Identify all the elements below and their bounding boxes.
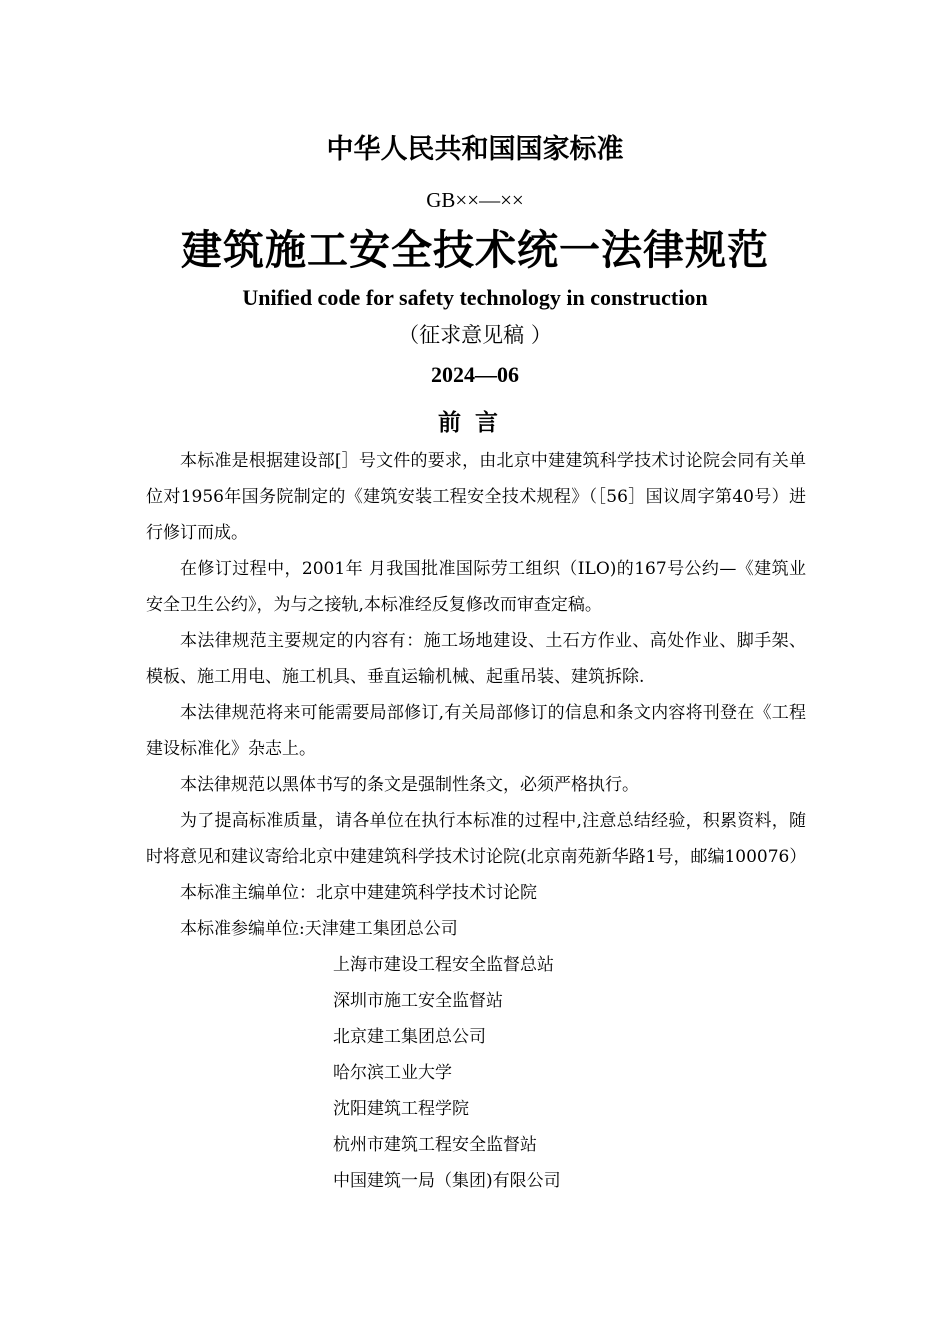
document-date: 2024—06 [431,362,519,387]
standard-number: GB××—×× [426,188,524,212]
participating-unit: 杭州市建筑工程安全监督站 [333,1135,537,1155]
participating-unit: 深圳市施工安全监督站 [333,991,503,1011]
foreword-paragraph: 本标准是根据建设部[］号文件的要求，由北京中建建筑科学技术讨论院会同有关单位对1956年国务院制定的《建筑安装工程安全技术规程》（［56］国议周字第40号）进行修订而成。 [146,451,806,543]
document-title: 建筑施工安全技术统一法律规范 [181,226,769,274]
participating-unit: 沈阳建筑工程学院 [333,1099,469,1119]
draft-note: （征求意见稿 ） [398,323,552,347]
participating-units-first: 本标准参编单位:天津建工集团总公司 [180,919,458,939]
participating-unit: 北京建工集团总公司 [333,1027,486,1047]
foreword-paragraph: 本法律规范将来可能需要局部修订,有关局部修订的信息和条文内容将刊登在《工程建设标准化》杂志上。 [146,703,806,759]
foreword-paragraph: 本法律规范以黑体书写的条文是强制性条文，必须严格执行。 [180,775,639,795]
foreword-paragraph: 为了提高标准质量，请各单位在执行本标准的过程中,注意总结经验，积累资料，随时将意见和建议寄给北京中建建筑科学技术讨论院(北京南苑新华路1号，邮编100076） [146,811,807,867]
chief-editing-unit: 本标准主编单位：北京中建建筑科学技术讨论院 [180,883,537,903]
foreword-paragraph: 本法律规范主要规定的内容有：施工场地建设、土石方作业、高处作业、脚手架、模板、施工用电、施工机具、垂直运输机械、起重吊装、建筑拆除. [146,631,806,687]
foreword-body [146,443,806,1199]
foreword-heading: 前言 [438,410,512,436]
participating-unit: 哈尔滨工业大学 [333,1063,452,1083]
participating-unit: 上海市建设工程安全监督总站 [333,955,554,975]
standard-organization: 中华人民共和国国家标准 [326,134,624,165]
participating-unit: 中国建筑一局（集团)有限公司 [333,1171,561,1191]
english-title: Unified code for safety technology in construction [242,285,708,310]
foreword-paragraph: 在修订过程中，2001年 月我国批准国际劳工组织（ILO)的167号公约—《建筑业安全卫生公约》，为与之接轨,本标准经反复修改而审查定稿。 [146,559,806,615]
